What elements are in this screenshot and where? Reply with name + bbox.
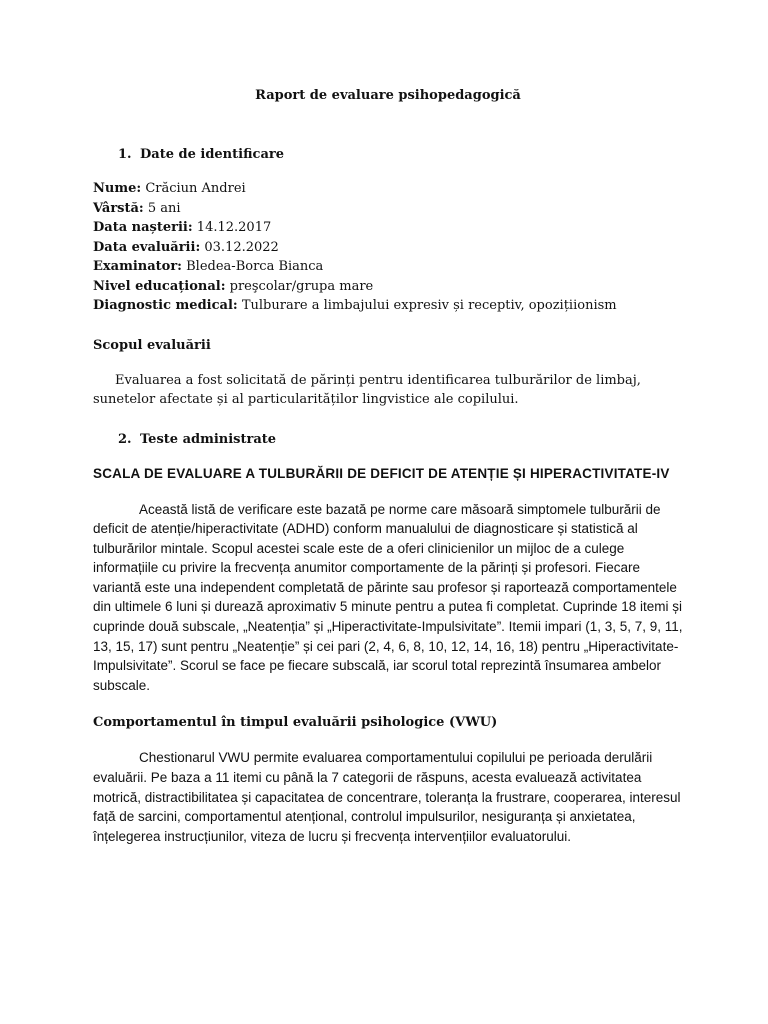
id-row-age: [93, 199, 683, 219]
id-label: Diagnostic medical:: [93, 298, 238, 313]
id-label: Data nașterii:: [93, 220, 193, 235]
document-page: [93, 88, 683, 866]
section-heading-identification: [93, 147, 683, 162]
section-heading-tests: [93, 432, 683, 447]
id-label: Nume:: [93, 181, 142, 196]
vwu-heading: Comportamentul în timpul evaluării psihologice (VWU): [93, 715, 498, 731]
section-number: 2.: [118, 431, 132, 447]
adhd-scale-paragraph: Această listă de verificare este bazată pe norme care măsoară simptomele tulburării de deficit de atenție/hiperactivitate (ADHD) conform manualului de diagnosticare și statistică al tulburărilor mintale. Scopul acestei scale este de a oferi clinicienilor un mijloc de a culege informațiile cu privire la frecvența anumitor comportamente de la părinți și profesori. Fiecare variantă este una independent completată de părinte sau profesor și raportează comportamentele din ultimele 6 luni și durează aproximativ 5 minute pentru a putea fi completat. Cuprinde 18 itemi și cuprinde două subscale, „Neatenția” și „Hiperactivitate-Impulsivitate”. Itemii impari (1, 3, 5, 7, 9, 11, 13, 15, 17) sunt pentru „Neatenție” și cei pari (2, 4, 6, 8, 10, 12, 14, 16, 18) pentru „Hiperactivitate-Impulsivitate”. Scorul se face pe fiecare subscală, iar scorul total reprezintă însumarea ambelor subscale.: [93, 501, 683, 693]
id-value: Bledea-Borca Bianca: [186, 259, 324, 274]
id-value: Crăciun Andrei: [145, 181, 246, 196]
id-label: Examinator:: [93, 259, 182, 274]
id-row-name: [93, 179, 683, 199]
id-row-birthdate: [93, 218, 683, 238]
id-value: Tulburare a limbajului expresiv și receptiv, opozițiionism: [241, 298, 617, 313]
identification-list: [93, 179, 683, 316]
id-value: 14.12.2017: [196, 220, 272, 235]
scope-heading: Scopul evaluării: [93, 337, 211, 353]
vwu-paragraph: Chestionarul VWU permite evaluarea comportamentului copilului pe perioada derulării evaluării. Pe baza a 11 itemi cu până la 7 categorii de răspuns, acesta evaluează activitatea motrică, distractibilitatea și capacitatea de concentrare, toleranța la frustrare, cooperarea, interesul față de sarcini, comportamentul atențional, controlul impulsurilor, nesiguranța și anxietatea, înțelegerea instrucțiunilor, viteza de lucru și frecvența intervențiilor evaluatorului.: [93, 750, 681, 844]
id-value: preşcolar/grupa mare: [229, 278, 374, 294]
id-row-eval-date: [93, 238, 683, 258]
section-title: Teste administrate: [140, 431, 277, 447]
adhd-scale-heading: SCALA DE EVALUARE A TULBURĂRII DE DEFICIT DE ATENȚIE ȘI HIPERACTIVITATE-IV: [93, 465, 670, 481]
section-title: Date de identificare: [140, 147, 284, 162]
id-label: Nivel educațional:: [93, 278, 226, 294]
id-row-examiner: [93, 257, 683, 277]
id-row-education: [93, 277, 683, 297]
id-label: Data evaluării:: [93, 239, 201, 255]
id-row-diagnosis: [93, 296, 683, 316]
document-title: Raport de evaluare psihopedagogică: [255, 88, 521, 103]
scope-paragraph: Evaluarea a fost solicitată de părinți pentru identificarea tulburărilor de limbaj, sunetelor afectate și al particularităților lingvistice ale copilului.: [93, 372, 641, 407]
id-value: 5 ani: [147, 200, 181, 216]
section-number: 1.: [118, 147, 132, 162]
id-value: 03.12.2022: [204, 239, 279, 255]
id-label: Vârstă:: [93, 200, 144, 216]
